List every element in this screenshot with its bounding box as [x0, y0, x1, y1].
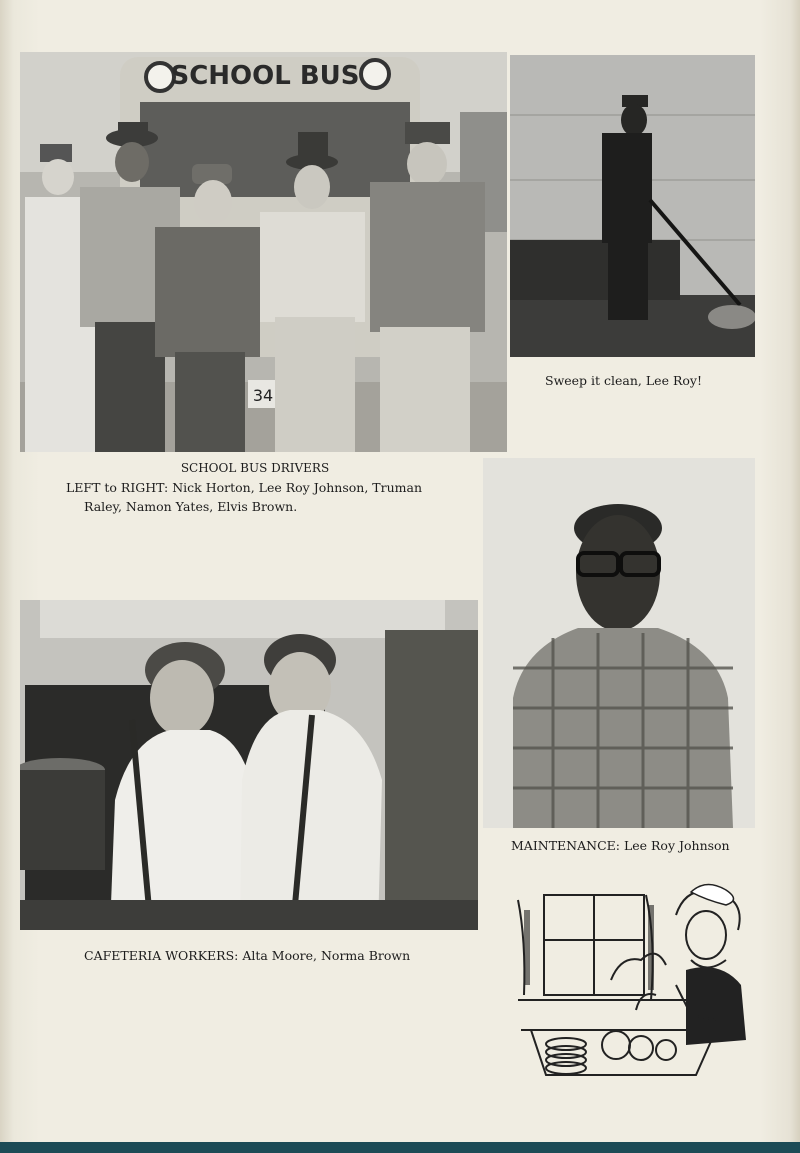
school-bus-drivers-photo	[20, 52, 507, 452]
binding-strip	[0, 1142, 800, 1153]
maintenance-caption: MAINTENANCE: Lee Roy Johnson	[511, 838, 730, 853]
maintenance-photo	[483, 458, 755, 828]
bus-drivers-caption-line2: Raley, Namon Yates, Elvis Brown.	[84, 499, 298, 514]
sweeping-photo	[510, 55, 755, 357]
cafeteria-caption: CAFETERIA WORKERS: Alta Moore, Norma Brown	[84, 948, 411, 963]
bus-number: 34	[252, 386, 274, 405]
cafeteria-workers-photo	[20, 600, 478, 930]
bus-drivers-caption-line1: LEFT to RIGHT: Nick Horton, Lee Roy Johnson, Truman	[66, 480, 423, 495]
bus-drivers-caption	[66, 478, 422, 516]
sweep-caption: Sweep it clean, Lee Roy!	[545, 373, 702, 388]
bus-drivers-caption-title: SCHOOL BUS DRIVERS	[180, 461, 330, 475]
bus-sign: SCHOOL BUS	[170, 61, 360, 91]
dishwashing-illustration	[516, 880, 756, 1095]
